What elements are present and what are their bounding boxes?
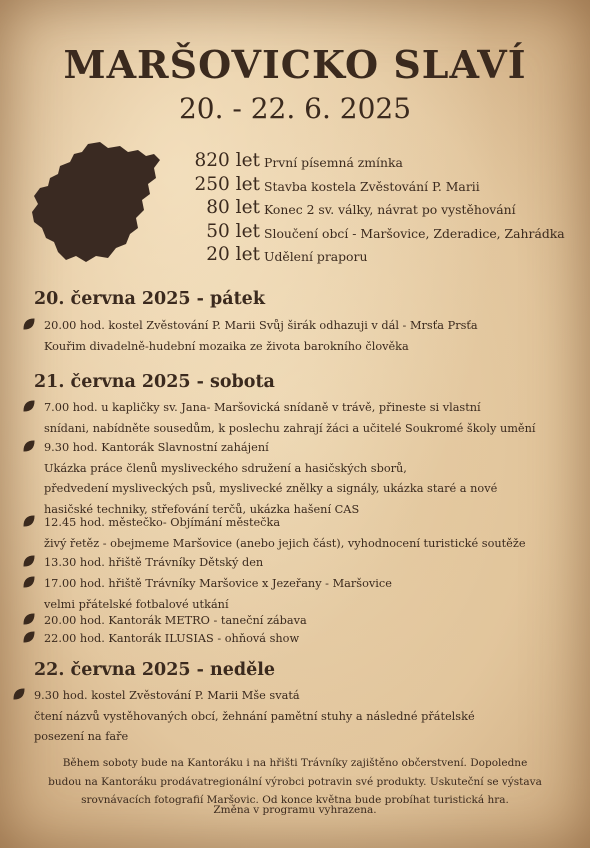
program-line: 9.30 hod. Kantorák Slavnostní zahájení [44,441,269,454]
program-item [22,574,572,615]
history-text: Sloučení obcí - Maršovice, Zderadice, Zahrádka [264,225,565,241]
event-dates: 20. - 22. 6. 2025 [178,92,412,125]
program-item [22,398,572,439]
program-item [22,438,572,520]
day-heading-sunday: 22. června 2025 - neděle [34,660,276,680]
footer-line: srovnávacích fotografií Maršovic. Od konce května bude probíhat turistická hra. [81,794,509,806]
history-years: 250 let [194,173,260,195]
history-years: 20 let [206,244,260,265]
program-line: 9.30 hod. kostel Zvěstování P. Marii Mše svatá [34,689,300,702]
program-item [22,553,572,574]
program-line: posezení na faře [34,730,129,743]
footer-line: Během soboty bude na Kantoráku i na hřišti Trávníky zajištěno občerstvení. Dopoledne [62,757,528,769]
program-line: 13.30 hod. hřiště Trávníky Dětský den [44,556,264,569]
page-title: MARŠOVICKO SLAVÍ [63,42,527,87]
program-line: snídani, nabídněte sousedům, k poslechu zahrají žáci a učitelé Soukromé školy umění [44,421,536,435]
history-years: 80 let [206,197,260,218]
program-item [22,316,572,357]
day-heading-friday: 20. června 2025 - pátek [34,289,265,309]
leaf-bullet-icon [22,399,36,413]
program-item [22,629,572,650]
leaf-bullet-icon [22,630,36,644]
program-line: Kouřim divadelně-hudební mozaika ze života barokního člověka [44,339,409,353]
program-line: 20.00 hod. Kantorák METRO - taneční zábava [44,614,307,627]
program-line: velmi přátelské fotbalové utkání [44,597,229,611]
leaf-bullet-icon [22,575,36,589]
program-line: 22.00 hod. Kantorák ILUSIAS - ohňová show [44,632,300,645]
program-item [22,513,572,554]
leaf-bullet-icon [22,439,36,453]
footer-info [0,754,590,810]
day-heading-saturday: 21. června 2025 - sobota [34,372,275,392]
leaf-bullet-icon [12,687,26,701]
leaf-bullet-icon [22,554,36,568]
program-line: Ukázka práce členů mysliveckého sdružení a hasičských sborů, [44,461,407,475]
footer-note: Změna v programu vyhrazena. [213,804,377,816]
program-line: čtení názvů vystěhovaných obcí, žehnání pamětní stuhy a následné přátelské [34,709,475,723]
program-line: 20.00 hod. kostel Zvěstování P. Marii Svůj širák odhazuji v dál - Mrsťa Prsťa [44,319,478,332]
history-years: 50 let [206,220,260,242]
history-text: Udělení praporu [264,249,368,264]
program-line: předvedení mysliveckých psů, myslivecké znělky a signály, ukázka staré a nové [44,482,498,495]
program-line: 12.45 hod. městečko- Objímání městečka [44,516,281,529]
program-line: hasičské techniky, střefování terčů, ukázka hašení CAS [44,502,360,516]
history-text: Stavba kostela Zvěstování P. Marii [264,178,480,194]
program-line: živý řetěz - obejmeme Maršovice (anebo jejich část), vyhodnocení turistické soutěže [44,536,526,550]
program-item [12,686,562,748]
program-line: 7.00 hod. u kapličky sv. Jana- Maršovická snídaně v trávě, přineste si vlastní [44,401,481,414]
region-map-icon [30,138,162,266]
history-text: Konec 2 sv. války, návrat po vystěhování [264,202,516,217]
history-years: 820 let [194,150,260,171]
leaf-bullet-icon [22,612,36,626]
program-line: 17.00 hod. hřiště Trávníky Maršovice x Jezeřany - Maršovice [44,577,392,590]
history-text: První písemná zmínka [264,155,403,170]
leaf-bullet-icon [22,317,36,331]
leaf-bullet-icon [22,514,36,528]
footer-line: budou na Kantoráku prodávatregionální výrobci potravin své produkty. Uskuteční se výstava [48,775,542,788]
